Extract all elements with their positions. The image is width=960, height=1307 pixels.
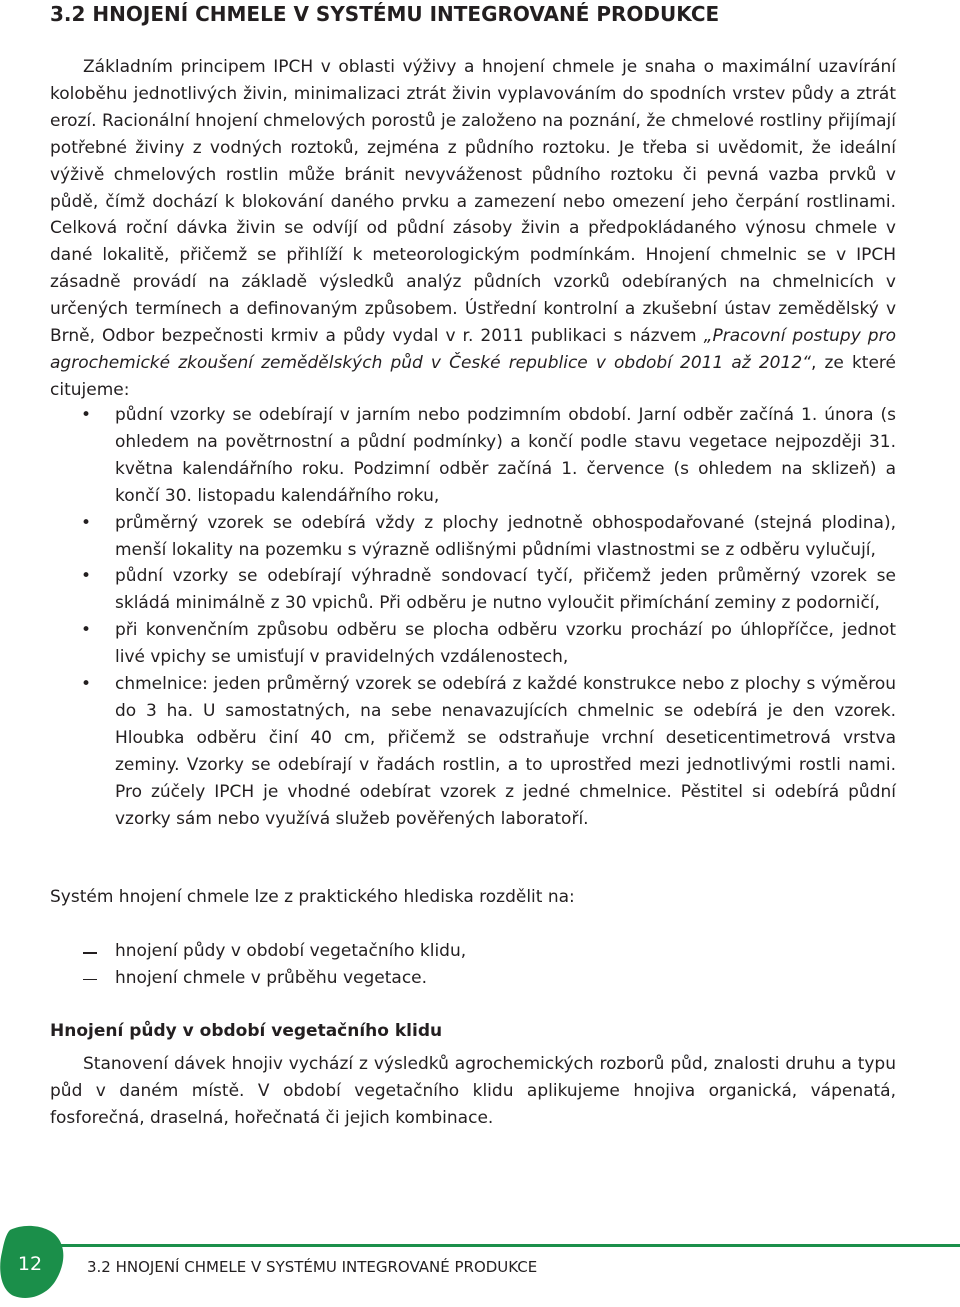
- dash-icon: [83, 952, 97, 954]
- list-item-text: průměrný vzorek se odebírá vždy z plochy jednotně obhospodařované (stejná plodina), menší lokality na pozemku s výrazně odlišnými půdními vlastnostmi se z odběru vylučují,: [115, 512, 896, 560]
- page-number: 12: [17, 1253, 43, 1275]
- bullet-icon: •: [81, 674, 92, 695]
- intro-text-end: , ze které citujeme:: [50, 352, 897, 400]
- running-title: 3.2 HNOJENÍ CHMELE V SYSTÉMU INTEGROVANÉ PRODUKCE: [87, 1258, 538, 1276]
- bullet-icon: •: [81, 512, 92, 533]
- list-item: [50, 510, 896, 564]
- list-item-text: půdní vzorky se odebírají výhradně sondovací tyčí, přičemž jeden průměrný vzorek se skládá minimálně z 30 vpichů. Při odběru je nutno vyloučit přimíchání zeminy z podorničí,: [115, 566, 896, 614]
- list-item-text: půdní vzorky se odebírají v jarním nebo podzimním období. Jarní odběr začíná 1. února (s ohledem na povětrnostní a půdní podmínky) a končí podle stavu vegetace nejpozději 31. května kalendářního roku. Podzimní odběr začíná 1. července (s ohledem na sklizeň) a končí 30. listopadu kalendářního roku,: [115, 405, 896, 506]
- list-item-text: hnojení půdy v období vegetačního klidu,: [115, 941, 467, 961]
- publication-title: „Pracovní postupy pro agrochemické zkoušení zemědělských půd v České republice v období 2011 až 2012“: [50, 326, 896, 373]
- stanoveni-paragraph: Stanovení dávek hnojiv vychází z výsledků agrochemických rozborů půd, znalosti druhu a typu půd v daném místě. V období vegetačního klidu aplikujeme hnojiva organická, vápenatá, fosforečná, draselná, hořečnatá či jejich kombinace.: [50, 1054, 896, 1128]
- intro-text: Základním principem IPCH v oblasti výživy a hnojení chmele je snaha o maximální uzavírání koloběhu jednotlivých živin, minimalizaci ztrát živin vyplavováním do spodních vrstev půdy a ztrát erozí. Racionální hnojení chmelových porostů je založeno na poznání, že chmelové rostliny přijímají potřebné živiny z vodných roztoků, zejména z půdního roztoku. Je třeba si uvědomit, že ideální výživě chmelových rostlin může bránit nevyváženost půdního roztoku či pevná vazba prvků v půdě, čímž dochází k blokování daného prvku a zamezení nebo omezení jeho čerpání rostlinami. Celková roční dávka živin se odvíjí od půdní zásoby živin a předpokládaného výnosu chmele v dané lokalitě, přičemž se přihlíží k meteorologickým podmínkám. Hnojení chmelnic se v IPCH zásadně provádí na základě výsledků analýz půdních vzorků odebíraných na chmelnicích v určených termínech a definovaným způsobem. Ústřední kontrolní a zkušební ústav zemědělský v Brně, Odbor bezpečnosti krmiv a půdy vydal v r. 2011 publikaci s názvem: [50, 57, 896, 347]
- sampling-rules-list: [50, 402, 896, 833]
- intro-paragraph: [50, 54, 896, 404]
- list-item: [50, 671, 896, 832]
- bullet-icon: •: [81, 566, 92, 587]
- subheading: Hnojení půdy v období vegetačního klidu: [50, 1021, 443, 1041]
- list-item: [50, 965, 896, 992]
- dash-icon: [83, 979, 97, 981]
- bullet-icon: •: [81, 620, 92, 641]
- fertilization-system-list: [50, 938, 896, 992]
- list-item: [50, 563, 896, 617]
- list-item: [50, 938, 896, 965]
- list-item-text: hnojení chmele v průběhu vegetace.: [115, 967, 428, 988]
- system-intro: Systém hnojení chmele lze z praktického hlediska rozdělit na:: [50, 887, 575, 907]
- section-title: 3.2 HNOJENÍ CHMELE V SYSTÉMU INTEGROVANÉ PRODUKCE: [50, 2, 720, 26]
- list-item: [50, 402, 896, 510]
- footer-divider: [60, 1244, 960, 1247]
- list-item-text: chmelnice: jeden průměrný vzorek se odebírá z každé konstrukce nebo z plochy s výměrou do 3 ha. U samostatných, na sebe nenavazujících chmelnic se odebírá je den vzorek. Hloubka odběru činí 40 cm, přičemž se odstraňuje vrchní deseticentimetrová vrstva zeminy. Vzorky se odebírají v řadách rostlin, a to uprostřed mezi jednotlivými rostli nami. Pro zúčely IPCH je vhodné odebírat vzorek z jedné chmelnice. Pěstitel si odebírá půdní vzorky sám nebo využívá služeb pověřených laboratoří.: [115, 674, 896, 829]
- list-item: [50, 617, 896, 671]
- list-item-text: při konvenčním způsobu odběru se plocha odběru vzorku prochází po úhlopříčce, jednot livé vpichy se umisťují v pravidelných vzdálenostech,: [115, 620, 896, 668]
- bullet-icon: •: [81, 405, 92, 425]
